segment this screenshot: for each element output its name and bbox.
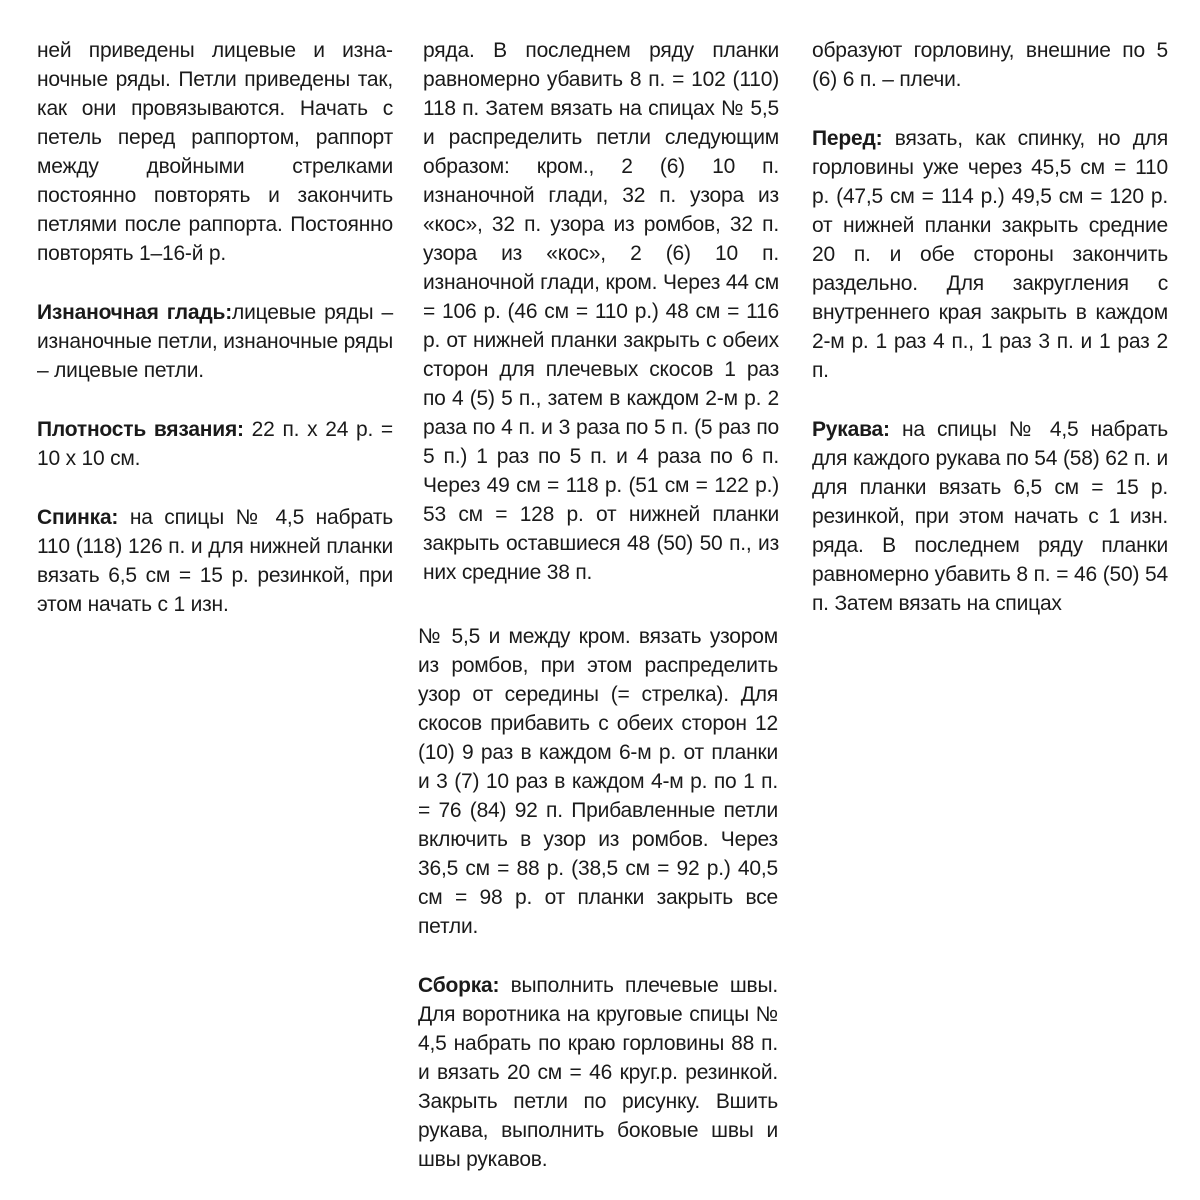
heading-gauge: Плотность вязания: (37, 418, 244, 441)
text-column-2-lower (418, 622, 778, 1174)
paragraph-assembly: Сборка: выполнить плечевые швы. Для воротника на круговые спицы № 4,5 набрать по краю горловины 88 п. и вязать 20 см = 46 круг.р. резинкой. Закрыть петли по рисунку. Вшить рукава, выполнить боковые швы и швы рукавов. (418, 974, 778, 1171)
paragraph-gauge: Плотность вязания: 22 п. х 24 р. = 10 х 10 см. (37, 418, 393, 470)
paragraph-sleeve-continued: № 5,5 и между кром. вязать узором из ромбов, при этом распределить узор от середины (= стрелка). Для скосов прибавить с обеих сторон 12 (10) 9 раз в каждом 6-м р. от планки и 3 (7) 10 раз в каждом 4-м р. по 1 п. = 76 (84) 92 п. Прибавленные петли включить в узор из ромбов. Через 36,5 см = 88 р. (38,5 см = 92 р.) 40,5 см = 98 р. от планки закрыть все петли. (418, 625, 778, 938)
paragraph-chart-intro: ней приведены лицевые и изнаночные ряды. Петли приведены так, как они провязываются. Начать с петель перед раппортом, раппорт между двойными стрелками постоянно повторять и закончить петлями после раппорта. Постоянно повторять 1–16-й р. (37, 39, 393, 265)
heading-purl-stitch: Изнаночная гладь: (37, 301, 233, 324)
paragraph-purl-stitch: Изнаночная гладь:лицевые ряды – изнаночные петли, изнаночные ряды – лицевые петли. (37, 301, 393, 382)
text-column-2 (423, 36, 779, 587)
paragraph-sleeves: Рукава: на спицы № 4,5 набрать для каждого рукава по 54 (58) 62 п. и для планки вязать 6,5 см = 15 р. резинкой, при этом начать с 1 изн. ряда. В последнем ряду планки равномерно убавить 8 п. = 46 (50) 54 п. Затем вязать на спицах (812, 418, 1168, 615)
text-column-3 (812, 36, 1168, 618)
paragraph-back-continued: ряда. В последнем ряду планки равномерно убавить 8 п. = 102 (110) 118 п. Затем вязать на спицах № 5,5 и распределить петли следующим образом: кром., 2 (6) 10 п. изнаночной глади, 32 п. узора из «кос», 32 п. узора из ромбов, 32 п. узора из «кос», 2 (6) 10 п. изнаночной глади, кром. Через 44 см = 106 р. (46 см = 110 р.) 48 см = 116 р. от нижней планки закрыть с обеих сторон для плечевых скосов 1 раз по 4 (5) 5 п., затем в каждом 2-м р. 2 раза по 4 п. и 3 раза по 5 п. (5 раз по 5 п.) 1 раз по 5 п. и 4 раза по 6 п. Через 49 см = 118 р. (51 см = 122 р.) 53 см = 128 р. от нижней планки закрыть оставшиеся 48 (50) 50 п., из них средние 38 п. (423, 39, 779, 584)
heading-assembly: Сборка: (418, 974, 500, 997)
paragraph-shoulders: образуют горловину, внешние по 5 (6) 6 п. – плечи. (812, 39, 1168, 91)
heading-sleeves: Рукава: (812, 418, 890, 441)
heading-front: Перед: (812, 127, 883, 150)
text-column-1 (37, 36, 393, 619)
heading-back: Спинка: (37, 506, 119, 529)
paragraph-back: Спинка: на спицы № 4,5 набрать 110 (118) 126 п. и для нижней планки вязать 6,5 см = 15 р. резинкой, при этом начать с 1 изн. (37, 506, 393, 616)
paragraph-front: Перед: вязать, как спинку, но для горловины уже через 45,5 см = 110 р. (47,5 см = 114 р.) 49,5 см = 120 р. от нижней планки закрыть средние 20 п. и обе стороны закончить раздельно. Для закругления с внутреннего края закрыть в каждом 2-м р. 1 раз 4 п., 1 раз 3 п. и 1 раз 2 п. (812, 127, 1168, 382)
